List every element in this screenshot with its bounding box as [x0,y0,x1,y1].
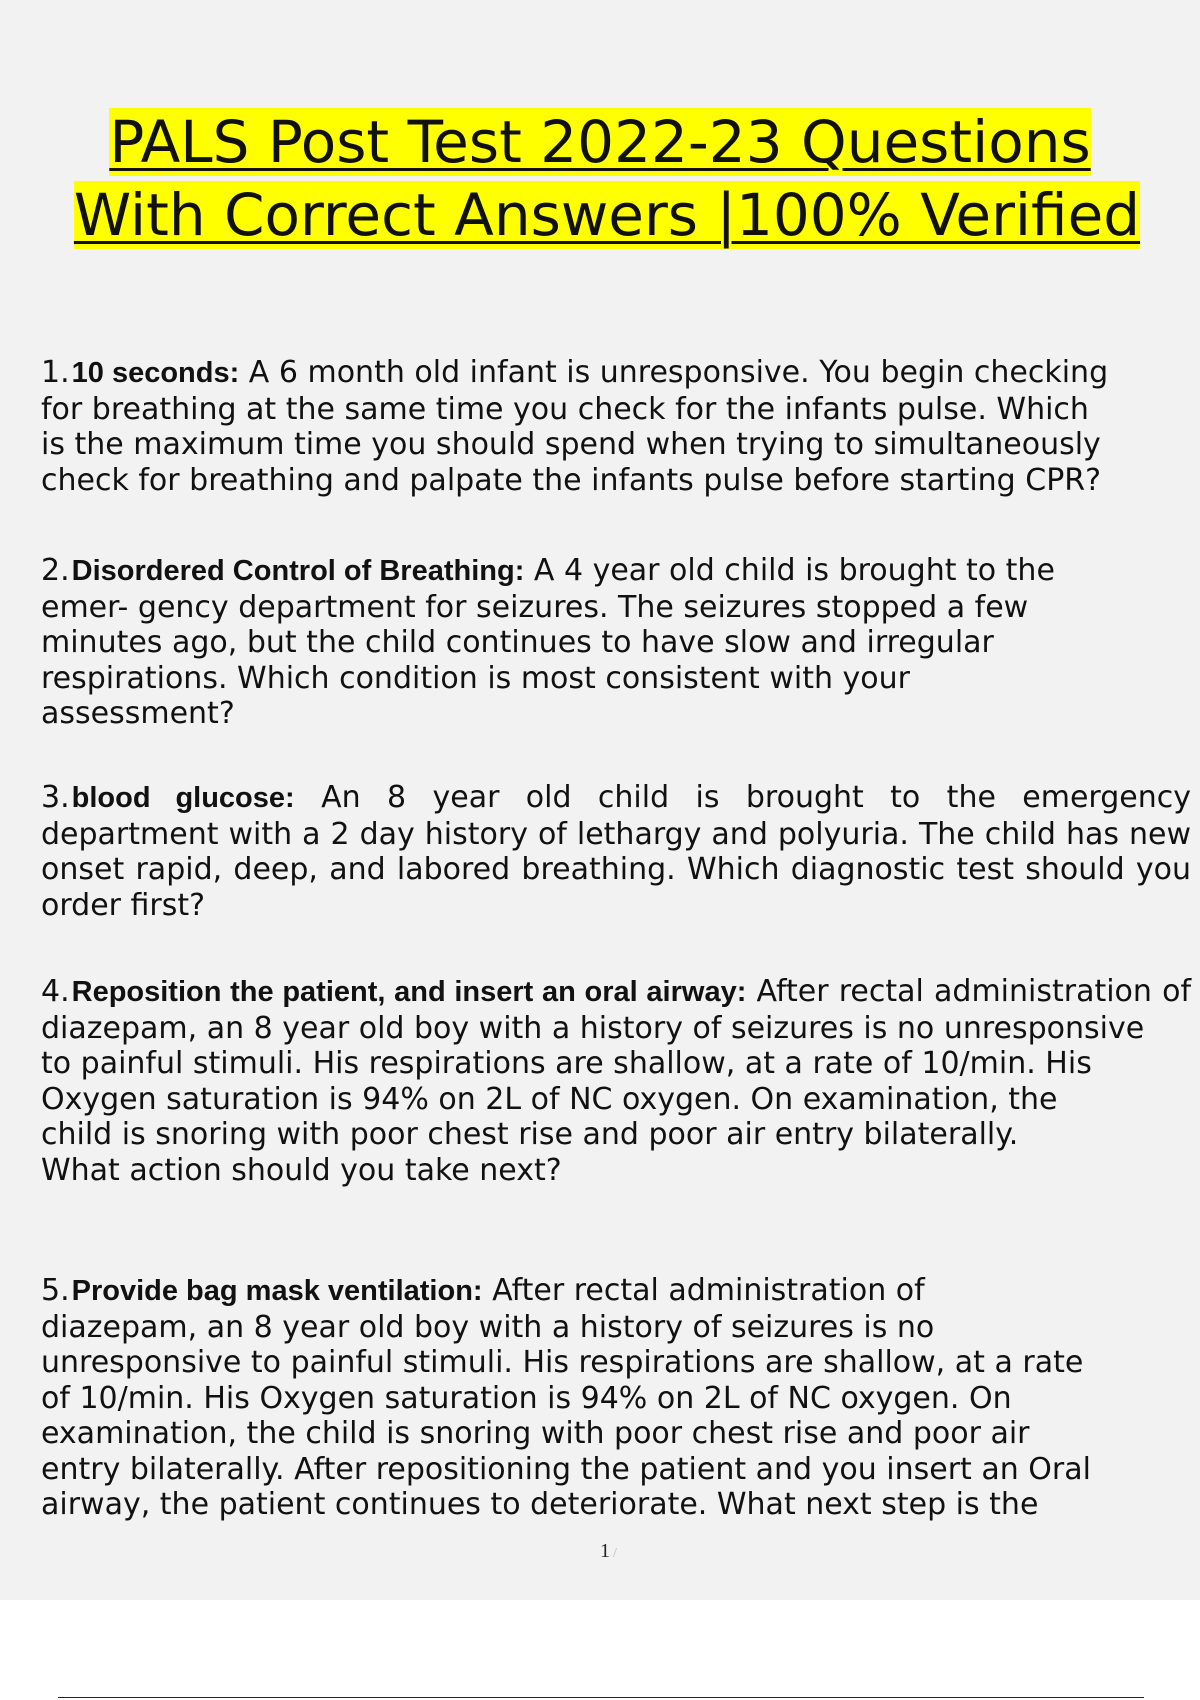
question-number: 2. [41,553,70,588]
question-answer: Disordered Control of Breathing: [71,555,525,587]
title-line-2: With Correct Answers |100% Verified [73,181,1141,249]
question-text: A 6 month old infant is unresponsive. You begin checking for breathing at the same time you check for the infants pulse. Which is the maximum time you should spend when trying to simultaneously check for breathing and palpate the infants pulse before starting CPR? [41,355,1109,498]
question-answer: 10 seconds: [71,357,240,389]
question-text-continued: to painful stimuli. His respirations are shallow, at a rate of 10/min. His Oxygen saturation is 94% on 2L of NC oxygen. On examination, the child is snoring with poor chest rise and poor air entry bilaterally. What action should you take next? [41,1046,1092,1188]
title-line-1: PALS Post Test 2022-23 Questions [109,108,1091,176]
question-2 [41,553,1191,732]
question-text: A 4 year old child is brought to the emer- gency department for seizures. The seizures stopped a few minutes ago, but the child continues to have slow and irregular respirations. Which condition is most consistent with your assessment? [41,553,1055,731]
document-title [0,106,1200,252]
question-4-lead [41,974,1191,1046]
question-1 [41,355,1191,498]
question-text: After rectal administration of diazepam, an 8 year old boy with a history of seizures is no unresponsive to painful stimuli. His respirations are shallow, at a rate of 10/min. His Oxygen saturation is 94% on 2L of NC oxygen. On examination, the child is snoring with poor chest rise and poor air entry bilaterally. After repositioning the patient and you insert an Oral airway, the patient continues to deteriorate. What next step is the [41,1273,1091,1522]
question-answer: Provide bag mask ventilation: [71,1275,483,1307]
question-5 [41,1273,1191,1523]
page-number-value: 1 [600,1540,610,1562]
page-number [600,1540,617,1563]
question-number: 5. [41,1273,70,1308]
question-text: After rectal administration of diazepam, an 8 year old boy with a history of seizures is no unresponsive [41,974,1192,1046]
question-4 [41,974,1191,1188]
question-answer: Reposition the patient, and insert an oral airway: [71,976,747,1008]
question-answer: blood glucose: [71,782,295,814]
question-3 [41,780,1191,923]
page-number-suffix: / [613,1546,617,1561]
question-number: 3. [41,780,70,815]
next-page-divider [58,1697,1144,1698]
question-number: 4. [41,974,70,1009]
question-number: 1. [41,355,70,390]
question-text: An 8 year old child is brought to the emergency department with a 2 day history of lethargy and polyuria. The child has new onset rapid, deep, and labored breathing. Which diagnostic test should you order first? [41,780,1192,923]
